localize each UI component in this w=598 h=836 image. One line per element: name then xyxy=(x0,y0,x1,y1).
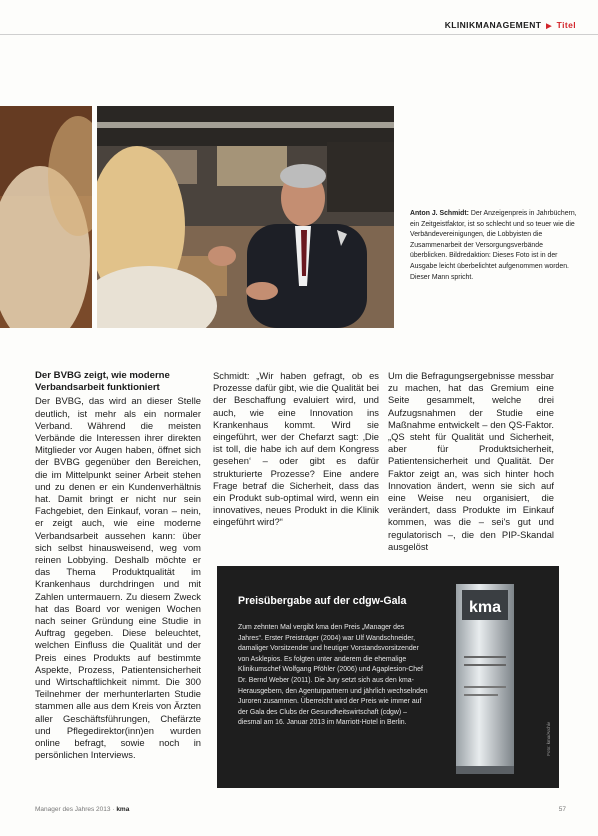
photo-interviewer-side xyxy=(0,106,92,328)
footer-issue: Manager des Jahres 2013 · xyxy=(35,806,115,813)
article-column-3 xyxy=(388,370,554,553)
photo-anton-schmidt xyxy=(97,106,394,328)
footer-brand: kma xyxy=(116,806,130,813)
article-paragraph-3: Um die Befragungsergebnisse messbar zu machen, hat das Gremium eine Seite gesammelt, welche drei Aufzugsnahmen der Studie eine Maßnahme entwickelt – den QS-Faktor. „QS steht für Qualität und Sicherheit, aber für Produktsicherheit, Patientensicherheit und Qualität. Der Faktor zeigt an, was sich hinter hoch Innovation ändert, wenn sie sich auf eine Weise neu organisiert, die verändert, dass Produkte im Einkauf kommen, was die – sei's gut und regulatorisch –, die den PIP-Skandal ausgelöst xyxy=(388,370,554,552)
article-subhead: Der BVBG zeigt, wie moderne Verbandsarbeit funktioniert xyxy=(35,370,170,394)
award-title: Preisübergabe auf der cdgw-Gala xyxy=(238,595,407,607)
footer-left xyxy=(35,806,129,813)
trophy-logo: kma xyxy=(468,599,502,616)
caption-text: Der Anzeigenpreis in Jahrbüchern, ein Zeitgeistfaktor, ist so schlecht und so teuer wie die Verbändevereinigungen, die Lobbyisten die Zusammenarbeit der Versorgungsverbände überblicken. Bildredaktion: Dieses Foto ist in der Ausgabe leicht überbelichtet aufgenommen worden. Dieser Mann spricht. xyxy=(410,210,577,281)
trophy-icon xyxy=(442,576,528,781)
article-column-2 xyxy=(213,370,379,529)
section-label xyxy=(445,20,576,30)
article-paragraph-2: Schmidt: „Wir haben gefragt, ob es Prozesse dafür gibt, wie die Qualität bei der Beschaffung evaluiert wird, und auch, wie eine Innovation ins Krankenhaus kommt. Wird sie eingeführt, wer der Chefarzt sagt: ‚Die ist toll, die habe ich auf dem Kongress gesehen‘ – oder gibt es dafür strukturierte Prozesse? Eine andere Frage betraf die Sicherheit, dass das ein Produkt sub-optimal wird, wenn ein innovatives, neues Produkt in die Klinik eingeführt wird?“ xyxy=(213,370,379,528)
triangle-right-icon: ▶ xyxy=(546,23,552,30)
photo-caption xyxy=(410,209,578,283)
caption-lead: Anton J. Schmidt: xyxy=(410,210,469,217)
subsection-name: Titel xyxy=(556,20,576,30)
photo-credit: Foto: kma/Archiv xyxy=(546,722,551,756)
section-name: KLINIKMANAGEMENT xyxy=(444,20,542,30)
header-rule xyxy=(0,34,598,35)
award-text: Zum zehnten Mal vergibt kma den Preis „Manager des Jahres“. Erster Preisträger (2004) war Ulf Wandschneider, damaliger Vorsitzender und heutiger Vorstandsvorsitzender von Asklepios. Es folgten unter anderem die ehemalige Klinikumschef Wolfgang Pföhler (2006) und Agaplesion-Chef Dr. Bernd Weber (2011). Die Jury setzt sich aus den kma-Herausgebern, den Agenturpartnern und jährlich wechselnden Juroren zusammen. Überreicht wird der Preis wie immer auf der Gala des Clubs der Gesundheitswirtschaft (cdgw) – diesmal am 16. Januar 2013 im Marriott-Hotel in Berlin. xyxy=(238,624,428,727)
page-number: 57 xyxy=(558,806,566,813)
article-paragraph-1: Der BVBG, das wird an dieser Stelle deutlich, ist mehr als ein normaler Verband. Während die meisten Verbände die Interessen ihrer direkten Mitglieder vor Augen haben, öffnet sich der BVBG gegenüber den Bereichen, die im Mittelpunkt seiner Arbeit stehen und zu denen er ein Kundenverhältnis hat. Damit bringt er nicht nur sein Fachgebiet, den Einkauf, voran – nein, er zeigt auch, wie eine moderne Verbandsarbeit aussehen kann: über sich selbst hinausweisend, weg vom reinen Lobbying. Deshalb möchte er das Thema Produktqualität im Krankenhaus durchdringen und mit Zahlen untermauern. Zu diesem Zweck hat das Board vor wenigen Wochen nach seiner Gründung eine Studie in Auftrag gegeben. Diese beleuchtet, welchen Einfluss die Qualität und der Preis eines Produkts auf bestimmte Aspekte, Prozess, Patientensicherheit und Wirtschaftlichkeit nimmt. Die 300 Teilnehmer der merhunterlarten Studie stammen alle aus dem Kreis von Ärzten aller Geschäftsführungen, Chefärzte und Pflegedirektor(inn)en wurden online befragt, sowie noch in persönlichen Interviews. xyxy=(35,395,201,761)
award-box xyxy=(217,566,559,788)
article-column-1 xyxy=(35,370,201,762)
